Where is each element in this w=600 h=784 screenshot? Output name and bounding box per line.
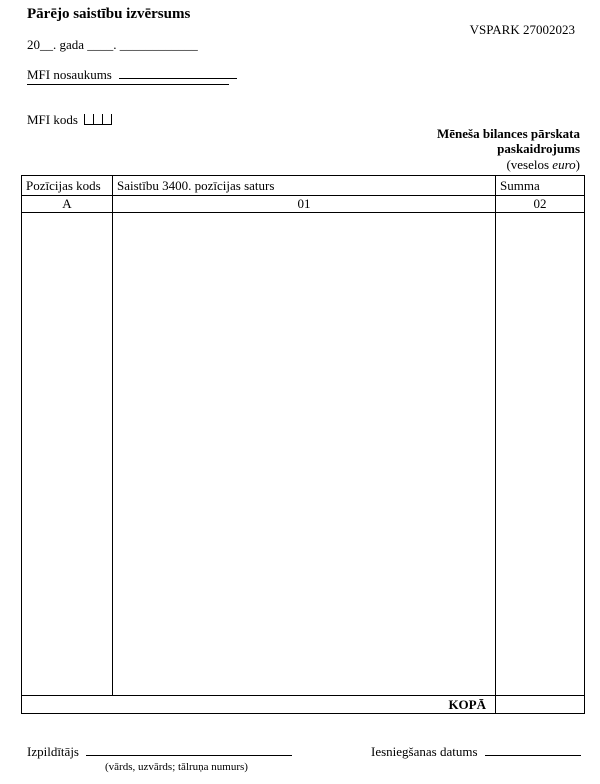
unit-currency: euro [552,157,576,172]
report-unit [506,157,580,173]
liabilities-table [21,175,585,714]
form-title: Pārējo saistību izvērsums [27,6,191,22]
header-amount: Summa [496,176,585,196]
index-01: 01 [113,196,496,213]
report-title-line1: Mēneša bilances pārskata [437,126,580,141]
table-total-row [22,696,585,714]
table-index-row [22,196,585,213]
mfi-code-boxes[interactable] [84,112,112,128]
unit-suffix: ) [575,157,580,172]
signer-label: Izpildītājs [27,744,79,759]
mfi-name-row [27,67,237,83]
submission-row [371,744,581,760]
mfi-name-field-line2[interactable] [27,84,229,85]
unit-prefix: (veselos [506,157,553,172]
total-label: KOPĀ [22,696,496,714]
header-position-code: Pozīcijas kods [22,176,113,196]
mfi-name-label: MFI nosaukums [27,67,112,82]
header-content: Saistību 3400. pozīcijas saturs [113,176,496,196]
signer-field[interactable] [86,755,292,756]
report-title-line2: paskaidrojums [497,141,580,156]
submission-label: Iesniegšanas datums [371,744,478,759]
mfi-code-label: MFI kods [27,112,78,127]
index-a: A [22,196,113,213]
table-body-row [22,213,585,696]
content-cell[interactable] [113,213,496,696]
amount-cell[interactable] [496,213,585,696]
date-line: 20__. gada ____. ____________ [27,37,198,52]
mfi-code-row [27,112,112,128]
submission-date-field[interactable] [485,755,581,756]
report-title [437,126,580,156]
form-code: VSPARK 27002023 [469,22,575,37]
signer-row [27,744,292,760]
signer-hint: (vārds, uzvārds; tālruņa numurs) [105,761,248,773]
position-code-cell[interactable] [22,213,113,696]
total-amount-cell[interactable] [496,696,585,714]
mfi-name-field[interactable] [119,78,237,79]
index-02: 02 [496,196,585,213]
table-header-row [22,176,585,196]
